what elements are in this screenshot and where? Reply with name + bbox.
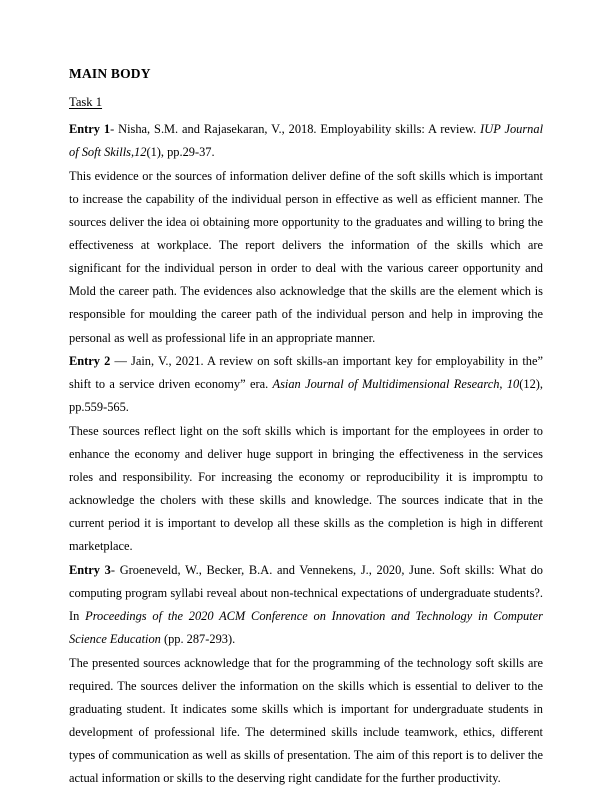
entry-label-1: Entry 1 [69,122,111,137]
entry-citation-2 [69,350,543,419]
document-body [69,66,543,790]
entry-citation-plain-2a: Jain, V., 2021. A review on soft skills-an important key for employability in the” shift to a service driven economy” era. [69,354,543,392]
entry-citation-italic-2: Asian Journal of Multidimensional Research, 10 [272,377,520,392]
entry-citation-plain-1b: (1), pp.29-37. [146,145,215,160]
entry-citation-plain-3a: Groeneveld, W., Becker, B.A. and Vennekens, J., 2020, June. Soft skills: What do computing program syllabi reveal about non-technical expectations of undergraduate students?. In [69,563,543,624]
entry-citation-plain-1a: Nisha, S.M. and Rajasekaran, V., 2018. Employability skills: A review. [118,122,481,137]
entry-citation-3 [69,559,543,651]
entry-body-1: This evidence or the sources of information deliver define of the soft skills which is important to increase the capability of the individual person in effective as well as efficient manner. The sources deliver the idea oi obtaining more opportunity to the graduates and willing to bring the effectiveness at workplace. The report delivers the information of the skills which are significant for the individual person in order to deal with the various career opportunity and Mold the career path. The evidences also acknowledge that the skills are the element which is responsible for moulding the career path of the individual person and help in improving the personal as well as professional life in an appropriate manner. [69,168,543,345]
entry-citation-plain-2b: (12), pp.559-565. [69,377,543,415]
entry-citation-plain-3b: (pp. 287-293). [160,632,236,647]
entry-citation-italic-3: Proceedings of the 2020 ACM Conference on Innovation and Technology in Computer Science Education [69,609,543,647]
entry-label-2: Entry 2 [69,354,111,369]
entry-citation-1 [69,118,543,164]
entry-dash-2: — [110,354,132,369]
entry-body-3: The presented sources acknowledge that for the programming of the technology soft skills are required. The sources deliver the information on the skills which is essential to deliver to the graduating student. It indicates some skills which is important for undergraduate students in development of professional life. The determined skills include teamwork, ethics, different types of communication as well as skills of presentation. The aim of this report is to deliver the actual information or skills to the deserving right candidate for the further productivity. [69,655,543,786]
entry-label-3: Entry 3 [69,563,111,578]
task-heading [69,94,543,110]
entry-citation-italic-1: IUP Journal of Soft Skills,12 [69,122,544,160]
entry-dash-1: - [110,122,119,137]
entry-body-2: These sources reflect light on the soft skills which is important for the employees in order to enhance the economy and deliver huge support in bringing the effectiveness in the services roles and responsibility. For increasing the economy or reproducibility it is impromptu to acknowledge the cholers with these skills and knowledge. The sources indicate that in the current period it is important to develop all these skills as the completion is high in different marketplace. [69,423,543,554]
page-title: MAIN BODY [69,66,151,81]
task-heading-label: Task 1 [69,94,103,109]
entry-dash-3: - [110,563,120,578]
